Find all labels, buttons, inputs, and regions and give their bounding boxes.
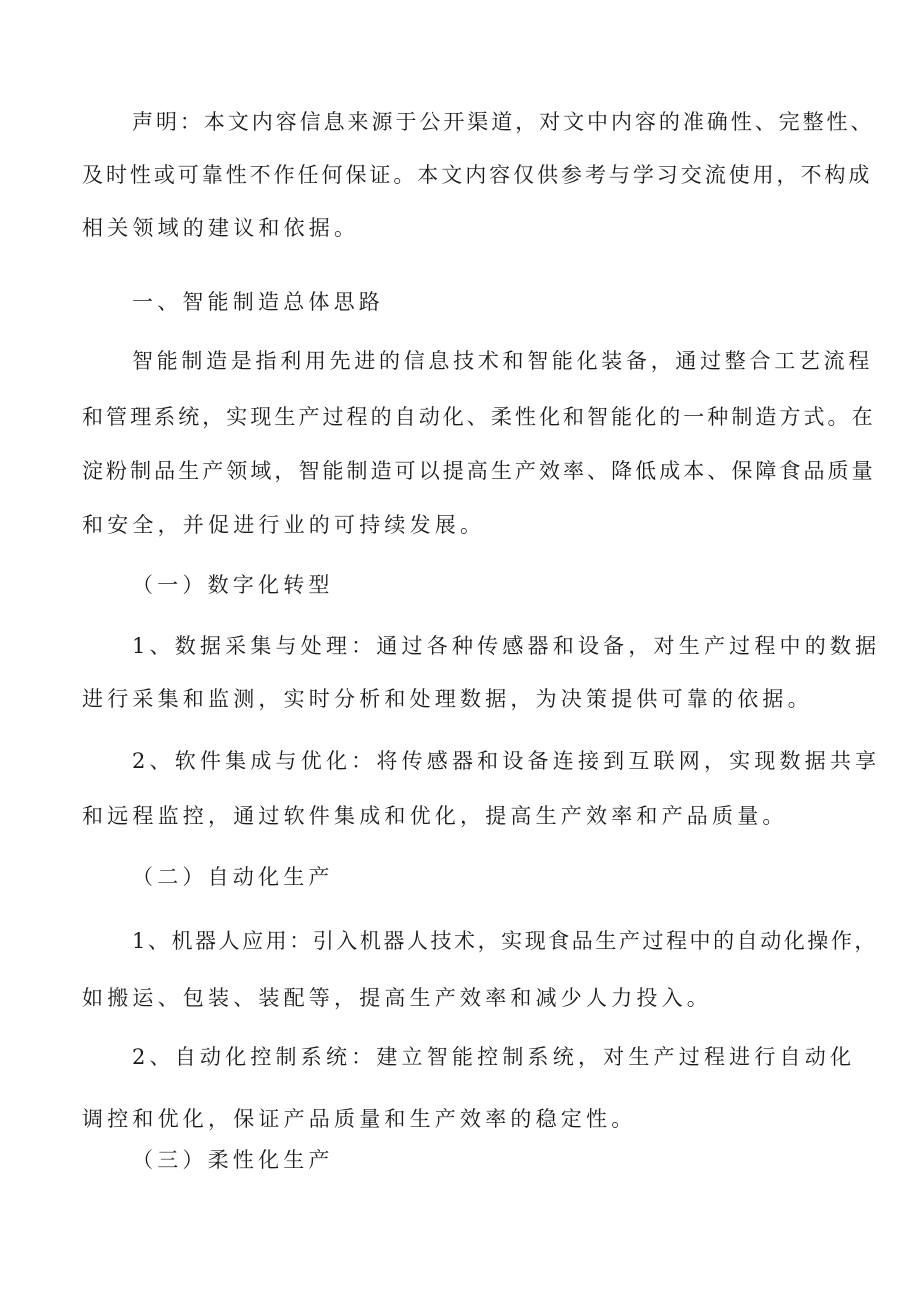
disclaimer-line-2: 及时性或可靠性不作任何保证。本文内容仅供参考与学习交流使用，不构成 [82, 163, 873, 187]
section1-para-line-4: 和安全，并促进行业的可持续发展。 [82, 513, 486, 537]
sub2-item1-line-2: 如搬运、包装、装配等，提高生产效率和减少人力投入。 [82, 986, 712, 1010]
sub1-item1-line-2: 进行采集和监测，实时分析和处理数据，为决策提供可靠的依据。 [82, 687, 813, 711]
sub2-item2-line-2: 调控和优化，保证产品质量和生产效率的稳定性。 [82, 1107, 637, 1131]
section1-para-line-1: 智能制造是指利用先进的信息技术和智能化装备，通过整合工艺流程 [132, 349, 873, 373]
subsection-heading-flexible-production: （三）柔性化生产 [132, 1148, 334, 1172]
sub2-item1-line-1: 1、机器人应用：引入机器人技术，实现食品生产过程中的自动化操作， [132, 929, 878, 953]
section1-para-line-2: 和管理系统，实现生产过程的自动化、柔性化和智能化的一种制造方式。在 [82, 405, 876, 429]
sub1-item2-line-1: 2、软件集成与优化：将传感器和设备连接到互联网，实现数据共享 [132, 749, 881, 773]
disclaimer-line-3: 相关领域的建议和依据。 [82, 216, 360, 240]
sub1-item2-line-2: 和远程监控，通过软件集成和优化，提高生产效率和产品质量。 [82, 804, 788, 828]
section-heading-overall-approach: 一、智能制造总体思路 [132, 290, 384, 314]
disclaimer-line-1: 声明：本文内容信息来源于公开渠道，对文中内容的准确性、完整性、 [132, 110, 875, 134]
subsection-heading-automated-production: （二）自动化生产 [132, 865, 334, 889]
subsection-heading-digital-transformation: （一）数字化转型 [132, 573, 334, 597]
sub1-item1-line-1: 1、数据采集与处理：通过各种传感器和设备，对生产过程中的数据 [132, 634, 881, 658]
section1-para-line-3: 淀粉制品生产领域，智能制造可以提高生产效率、降低成本、保障食品质量 [82, 459, 876, 483]
sub2-item2-line-1: 2、自动化控制系统：建立智能控制系统，对生产过程进行自动化 [132, 1045, 856, 1069]
